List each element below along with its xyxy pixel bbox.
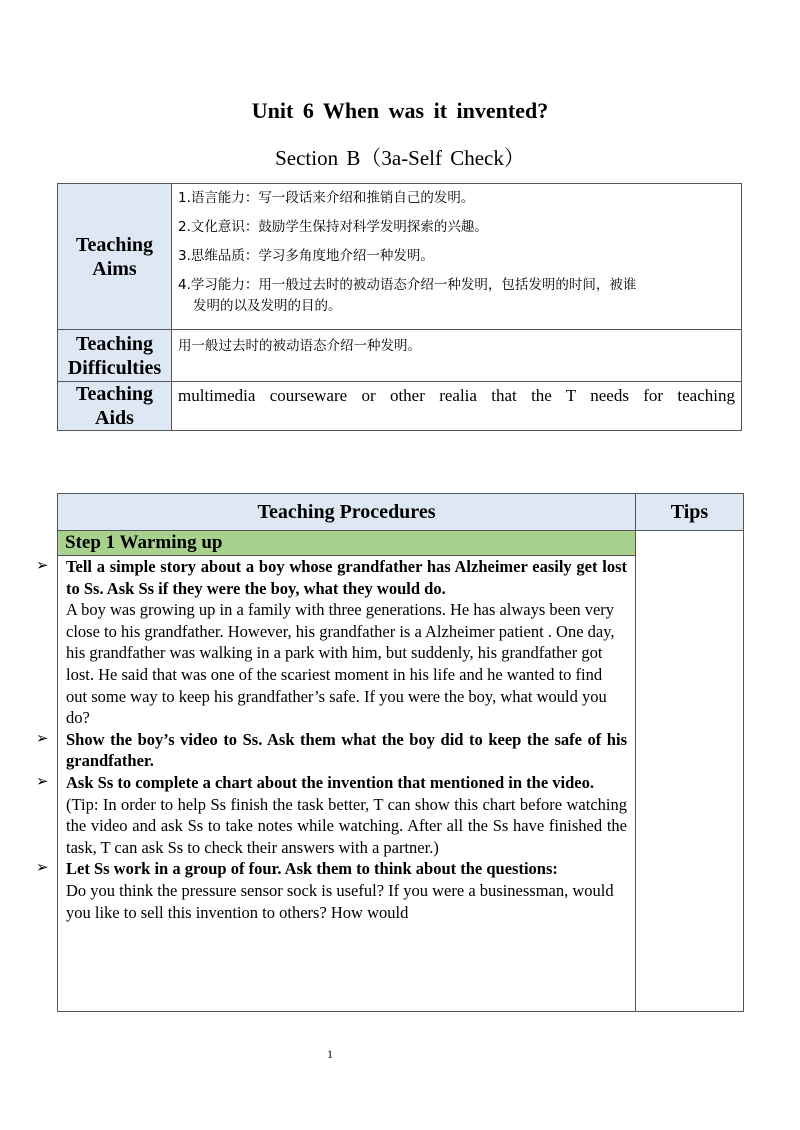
document-title: Unit 6 When was it invented? — [251, 98, 549, 123]
aim-item: 4.学习能力：用一般过去时的被动语态介绍一种发明，包括发明的时间，被谁 — [178, 277, 637, 293]
procedure-detail: Do you think the pressure sensor sock is useful? If you were a businessman, would you like to sell this invention to others? How would — [66, 880, 614, 922]
teaching-aims-table — [57, 183, 742, 431]
teaching-procedures-table — [36, 493, 744, 1012]
aim-item: 3.思维品质：学习多角度地介绍一种发明。 — [178, 248, 434, 264]
procedures-content-cell — [36, 531, 636, 1012]
bullet-arrow-icon: ➢ — [36, 730, 49, 747]
procedure-detail: A boy was growing up in a family with three generations. He has always been very close to his grandfather. However, his grandfather is a Alzheimer patient . One day, his grandfather was walking in a park with him, but suddenly, his grandfather got lost. He said that was one of the scariest moment in his life and he wanted to find out some way to keep his grandfather’s safe. If you were the boy, what would you do? — [66, 600, 615, 728]
procedure-item — [36, 858, 627, 923]
tips-header: Tips — [636, 494, 744, 531]
teaching-difficulties-text: 用一般过去时的被动语态介绍一种发明。 — [172, 330, 742, 382]
aim-item-continuation: 发明的以及发明的目的。 — [193, 298, 342, 314]
procedure-instruction: Tell a simple story about a boy whose grandfather has Alzheimer easily get lost to Ss. Ask Ss if they were the boy, what they would do. — [66, 557, 627, 598]
document-subtitle: Section B（3a-Self Check） — [275, 146, 525, 170]
procedure-instruction: Let Ss work in a group of four. Ask them to think about the questions: — [66, 859, 558, 879]
procedure-item — [36, 729, 627, 772]
bullet-arrow-icon: ➢ — [36, 558, 49, 574]
procedure-item — [36, 556, 627, 729]
procedure-instruction: Ask Ss to complete a chart about the invention that mentioned in the video. — [66, 772, 595, 792]
teaching-aims-label: Teaching Aims — [58, 184, 172, 330]
page-number: 1 — [327, 1047, 333, 1061]
aim-item: 2.文化意识：鼓励学生保持对科学发明探索的兴趣。 — [178, 219, 488, 235]
procedure-item — [36, 772, 627, 858]
teaching-aids-label: Teaching Aids — [58, 382, 172, 431]
tips-cell — [636, 531, 744, 1012]
procedures-content — [36, 556, 635, 1011]
procedure-instruction: Show the boy’s video to Ss. Ask them what the boy did to keep the safe of his grandfather. — [66, 729, 627, 771]
bullet-arrow-icon: ➢ — [36, 773, 49, 790]
bullet-arrow-icon: ➢ — [36, 860, 49, 877]
teaching-difficulties-label: Teaching Difficulties — [58, 330, 172, 382]
step-title: Step 1 Warming up — [58, 531, 635, 556]
aim-item: 1.语言能力：写一段话来介绍和推销自己的发明。 — [178, 190, 475, 206]
teaching-aids-text: multimedia courseware or other realia that the T needs for teaching — [172, 382, 742, 431]
procedure-detail: (Tip: In order to help Ss finish the task better, T can show this chart before watching the video and ask Ss to take notes while watching. After all the Ss have finished the task, T can ask Ss to check their answers with a partner.) — [66, 794, 627, 857]
teaching-aims-cell — [172, 184, 742, 330]
procedures-header: Teaching Procedures — [58, 494, 636, 531]
